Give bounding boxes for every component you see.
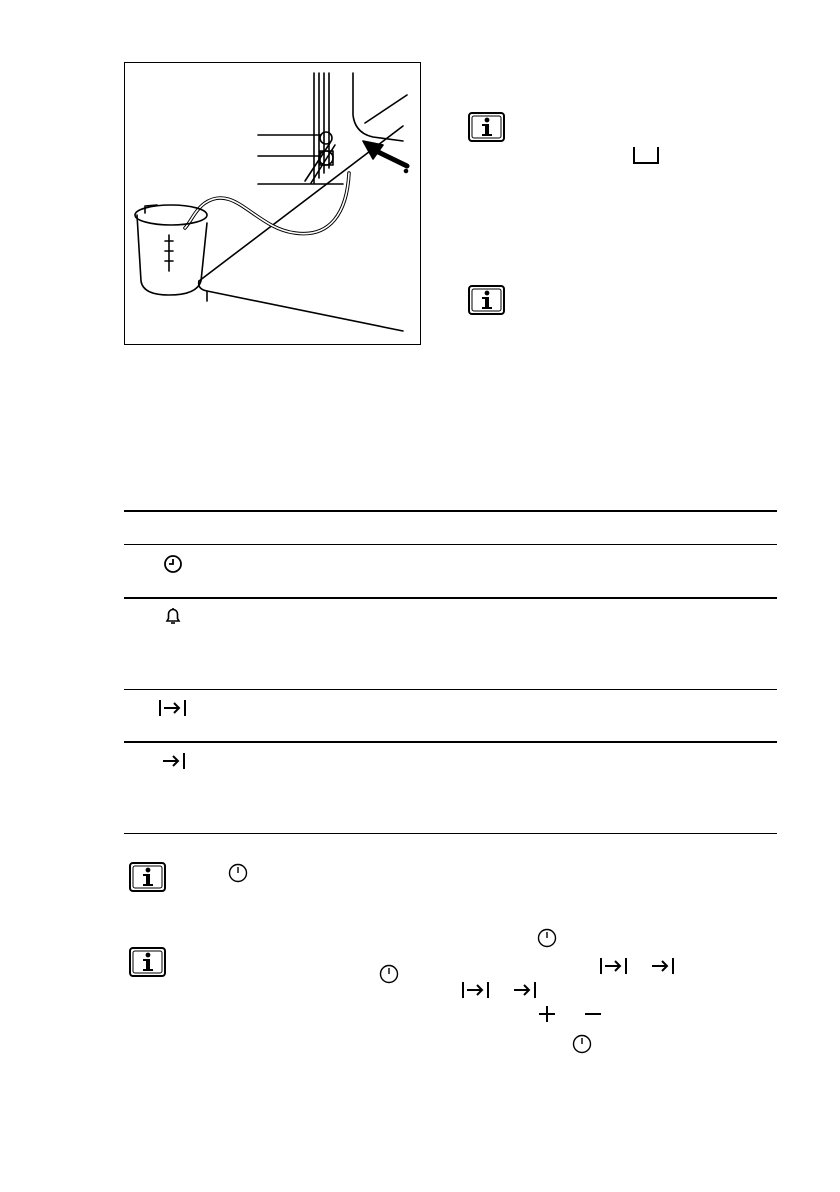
info-icon	[467, 283, 507, 322]
clock-icon	[162, 553, 184, 580]
plus-icon	[537, 1004, 557, 1029]
minus-icon	[583, 1004, 603, 1029]
duration-icon	[157, 697, 189, 724]
open-bracket-symbol	[631, 143, 661, 172]
end-time-icon	[510, 979, 542, 1006]
bell-icon	[162, 605, 184, 632]
clock-outline-icon	[378, 963, 400, 990]
figure-frame	[124, 62, 421, 345]
table-top-rule	[124, 510, 777, 512]
clock-outline-icon	[227, 862, 249, 889]
info-icon	[128, 945, 168, 984]
end-time-icon	[159, 750, 191, 777]
water-drain-illustration	[125, 63, 420, 344]
table-row	[124, 599, 777, 689]
clock-outline-icon	[536, 927, 558, 954]
duration-icon	[460, 979, 492, 1006]
duration-icon	[598, 955, 630, 982]
info-icon	[467, 110, 507, 149]
end-time-icon	[648, 955, 680, 982]
clock-outline-icon	[571, 1033, 593, 1060]
table-row	[124, 545, 777, 597]
info-icon	[128, 860, 168, 899]
table-bottom-rule	[124, 833, 777, 834]
table-row	[124, 690, 777, 741]
table-row	[124, 743, 777, 833]
